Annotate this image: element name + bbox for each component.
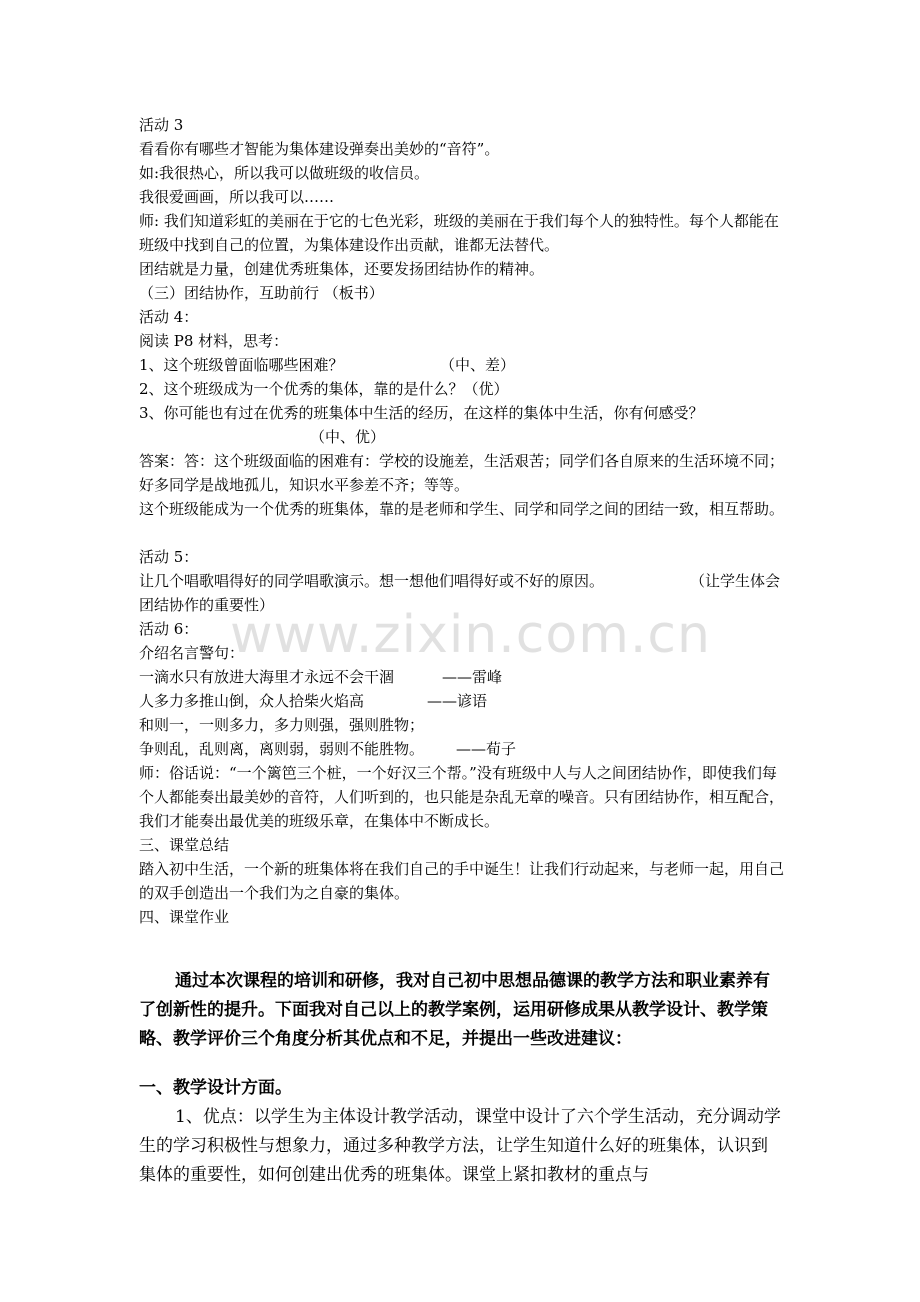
unity-statement: 团结就是力量，创建优秀班集体，还要发扬团结协作的精神。 [139, 260, 545, 278]
question-3: 3、你可能也有过在优秀的班集体中生活的经历，在这样的集体中生活，你有何感受？ [139, 404, 704, 422]
section-heading-3: （三）团结协作，互助前行 （板书） [139, 284, 384, 302]
summary-text: 踏入初中生活，一个新的班集体将在我们自己的手中诞生！让我们行动起来，与老师一起，用自己的双手创造出一个我们为之自豪的集体。 [139, 860, 785, 902]
quote-2: 人多力多推山倒，众人拾柴火焰高 [139, 692, 365, 710]
activity-5-note-cont: 团结协作的重要性） [139, 596, 275, 614]
watermark: www.zixin.com.cn [230, 605, 711, 665]
question-2: 2、这个班级成为一个优秀的集体，靠的是什么？（优） [139, 380, 509, 398]
quote-1: 一滴水只有放进大海里才永远不会干涸 [139, 668, 395, 686]
question-3-level: （中、优） [310, 428, 386, 446]
section-homework-heading: 四、课堂作业 [139, 908, 230, 926]
reflection-intro: 通过本次课程的培训和研修，我对自己初中思想品德课的教学方法和职业素养有了创新性的提升。下面我对自己以上的教学案例，运用研修成果从教学设计、教学策略、教学评价三个角度分析其优点和不足，并提出一些改进建议： [139, 971, 770, 1049]
question-1-level: （中、差） [440, 356, 516, 374]
example-line-2: 我很爱画画，所以我可以…… [139, 188, 335, 206]
example-line-1: 如:我很热心，所以我可以做班级的收信员。 [139, 164, 430, 182]
quote-1-source: ——雷峰 [442, 668, 503, 686]
activity-5-text: 让几个唱歌唱得好的同学唱歌演示。想一想他们唱得好或不好的原因。 [139, 572, 605, 590]
quote-2-source: ——谚语 [427, 692, 488, 710]
answer-1: 答案：答：这个班级面临的困难有：学校的设施差，生活艰苦；同学们各自原来的生活环境不同；好多同学是战地孤儿，知识水平参差不齐；等等。 [139, 452, 785, 494]
quotes-intro: 介绍名言警句： [139, 644, 245, 662]
activity-6-heading: 活动 6： [139, 620, 199, 638]
activity-3-prompt: 看看你有哪些才智能为集体建设弹奏出美妙的“音符”。 [139, 140, 500, 158]
teacher-remark-1: 师: 我们知道彩虹的美丽在于它的七色光彩，班级的美丽在于我们每个人的独特性。每个人都能在班级中找到自己的位置，为集体建设作出贡献，谁都无法替代。 [139, 212, 779, 254]
section-summary-heading: 三、课堂总结 [139, 836, 230, 854]
activity-4-heading: 活动 4： [139, 308, 199, 326]
question-1: 1、这个班级曾面临哪些困难？ [139, 356, 344, 374]
reflection-section-1-point-1: 1、优点：以学生为主体设计教学活动，课堂中设计了六个学生活动，充分调动学生的学习积极性与想象力，通过多种教学方法，让学生知道什么好的班集体，认识到集体的重要性，如何创建出优秀的班集体。课堂上紧扣教材的重点与 [139, 1107, 781, 1185]
quote-4-source: ——荀子 [456, 740, 517, 758]
quote-3: 和则一，一则多力，多力则强，强则胜物； [139, 716, 425, 734]
quote-4: 争则乱，乱则离，离则弱，弱则不能胜物。 [139, 740, 425, 758]
reading-instruction: 阅读 P8 材料，思考： [139, 332, 289, 350]
activity-5-note: （让学生体会 [690, 572, 781, 590]
answer-2: 这个班级能成为一个优秀的班集体，靠的是老师和学生、同学和同学之间的团结一致，相互帮助。 [139, 500, 785, 518]
activity-3-heading: 活动 3 [139, 116, 184, 134]
teacher-remark-2: 师：俗话说：“一个篱笆三个桩，一个好汉三个帮。”没有班级中人与人之间团结协作，即使我们每个人都能奏出最美妙的音符，人们听到的，也只能是杂乱无章的噪音。只有团结协作，相互配合，我们才能奏出最优美的班级乐章，在集体中不断成长。 [139, 764, 785, 830]
activity-5-heading: 活动 5： [139, 548, 199, 566]
reflection-section-1-heading: 一、教学设计方面。 [139, 1078, 292, 1098]
